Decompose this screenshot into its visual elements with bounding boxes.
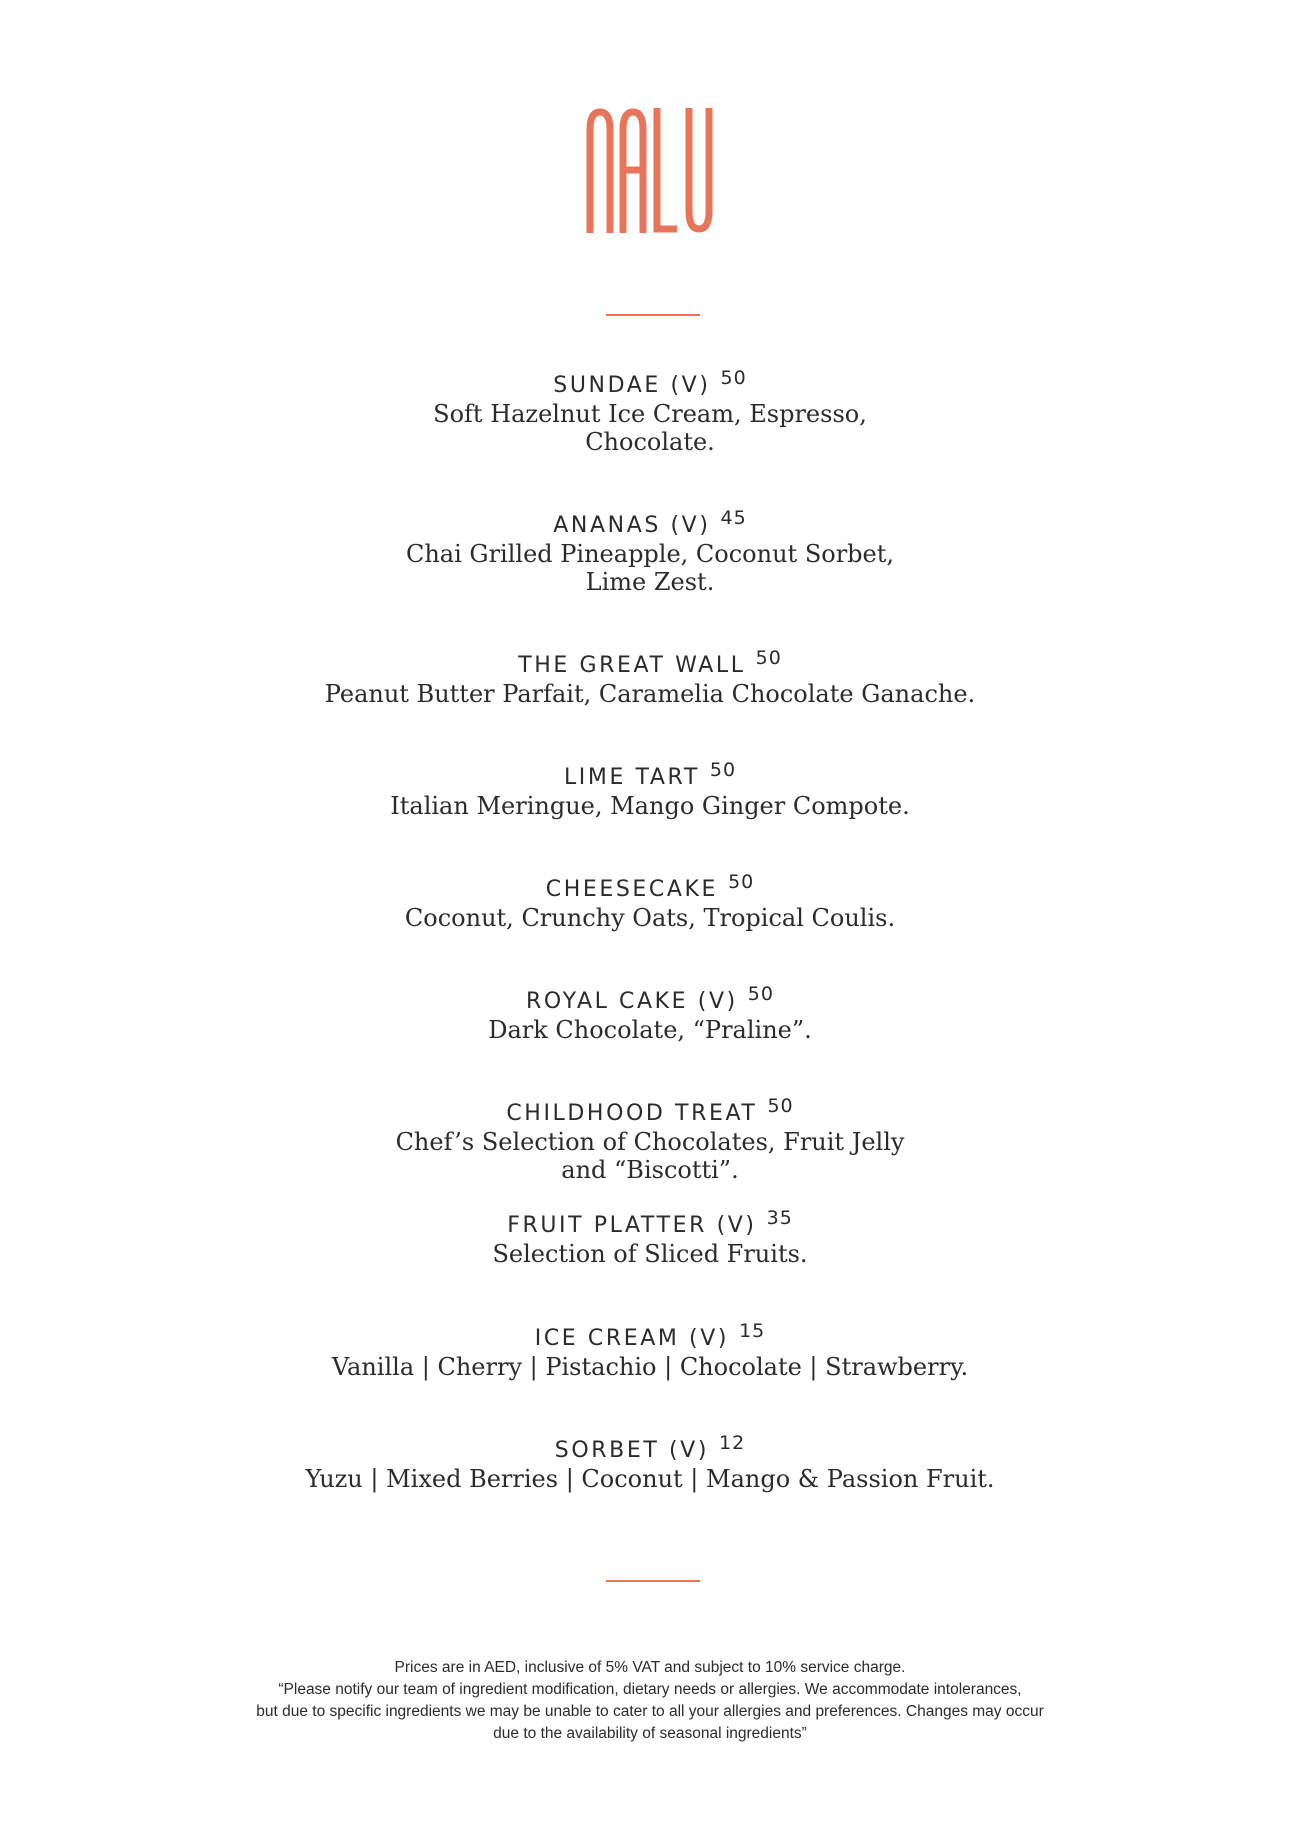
item-description: Chai Grilled Pineapple, Coconut Sorbet, Lime Zest. — [405, 540, 895, 596]
item-price: 50 — [720, 367, 747, 389]
item-description: Italian Meringue, Mango Ginger Compote. — [390, 792, 910, 820]
menu-item — [0, 1320, 1300, 1381]
item-name: THE GREAT WALL — [518, 653, 746, 678]
menu-item — [0, 507, 1300, 596]
item-description: Chef’s Selection of Chocolates, Fruit Jelly and “Biscotti”. — [395, 1128, 905, 1184]
item-description: Peanut Butter Parfait, Caramelia Chocolate Ganache. — [324, 680, 976, 708]
item-description: Coconut, Crunchy Oats, Tropical Coulis. — [404, 904, 896, 932]
footer-allergy-note-line: but due to specific ingredients we may be unable to cater to all your allergies and preferences. Changes may occur — [256, 1703, 1044, 1720]
footer-allergy-note-line: due to the availability of seasonal ingredients” — [493, 1725, 807, 1742]
footer-allergy-note-line: “Please notify our team of ingredient modification, dietary needs or allergies. We accommodate intolerances, — [278, 1681, 1022, 1698]
item-name: ICE CREAM (V) — [534, 1326, 730, 1351]
item-name: CHEESECAKE — [545, 877, 719, 902]
item-price: 50 — [728, 871, 755, 893]
item-name: CHILDHOOD TREAT — [506, 1101, 758, 1126]
item-price: 35 — [766, 1207, 793, 1229]
item-name: SORBET (V) — [554, 1438, 710, 1463]
item-description: Soft Hazelnut Ice Cream, Espresso, Chocolate. — [433, 400, 867, 456]
nalu-logo — [585, 108, 715, 233]
item-price: 50 — [747, 983, 774, 1005]
item-price: 50 — [755, 647, 782, 669]
item-price: 50 — [709, 759, 737, 781]
menu-item — [0, 983, 1300, 1044]
menu-item — [0, 1207, 1300, 1268]
menu-item — [0, 1095, 1300, 1184]
item-description: Selection of Sliced Fruits. — [492, 1240, 808, 1268]
footer-notice — [0, 1657, 1300, 1745]
menu-item — [0, 759, 1300, 820]
item-name: SUNDAE (V) — [553, 373, 711, 398]
item-price: 50 — [767, 1095, 794, 1117]
item-price: 12 — [719, 1432, 746, 1454]
menu-item — [0, 367, 1300, 456]
menu-item — [0, 647, 1300, 708]
footer-pricing-note: Prices are in AED, inclusive of 5% VAT and subject to 10% service charge. — [394, 1659, 906, 1676]
top-divider — [606, 314, 700, 316]
item-description: Vanilla | Cherry | Pistachio | Chocolate | Strawberry. — [331, 1353, 969, 1381]
bottom-divider — [606, 1580, 700, 1582]
menu-item — [0, 1432, 1300, 1493]
item-name: ANANAS (V) — [553, 513, 711, 538]
item-price: 15 — [739, 1320, 766, 1342]
item-name: ROYAL CAKE (V) — [526, 989, 738, 1014]
item-price: 45 — [720, 507, 747, 529]
item-description: Yuzu | Mixed Berries | Coconut | Mango & Passion Fruit. — [305, 1465, 995, 1493]
item-description: Dark Chocolate, “Praline”. — [488, 1016, 812, 1044]
item-name: LIME TART — [563, 765, 700, 790]
item-name: FRUIT PLATTER (V) — [507, 1213, 757, 1238]
menu-item — [0, 871, 1300, 932]
